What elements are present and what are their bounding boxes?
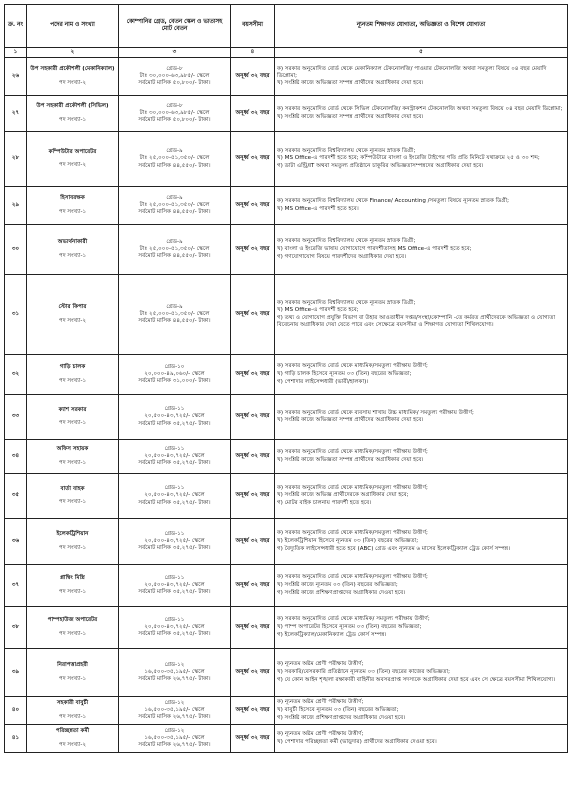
- grade-label: গ্রেড-৯: [166, 303, 183, 310]
- grade-label: গ্রেড-৯: [166, 238, 183, 245]
- grade-label: গ্রেড-৯: [166, 194, 183, 201]
- age-limit: অনূর্ধ্ব ৩২ বছর: [231, 440, 275, 474]
- requirement-item: ক) সরকার অনুমোদিত বোর্ড থেকে মাধ্যমিক/সমতুল্য পরীক্ষায় উত্তীর্ণ;: [277, 363, 428, 370]
- total-salary: সর্বমোট মাসিক ৩৫,২৭৫/- টাকা।: [138, 631, 211, 638]
- post-name: ক্যাশ সরকার: [58, 406, 87, 413]
- requirement-item: গ) মোটর বাইক চালনায় পারদর্শী হতে হবে।: [277, 500, 372, 507]
- salary-cell: [119, 649, 231, 697]
- salary-cell: [119, 275, 231, 355]
- post-count: পদ সংখ্যা-১: [58, 588, 87, 595]
- age-limit: অনূর্ধ্ব ৩২ বছর: [231, 187, 275, 225]
- salary-cell: [119, 225, 231, 275]
- post-cell: [27, 225, 119, 275]
- post-count: পদ সংখ্যা-২: [58, 741, 87, 748]
- requirements-cell: [275, 725, 568, 753]
- table-row: [5, 132, 568, 187]
- post-name: স্টোর কিপার: [58, 304, 87, 311]
- table-row: [5, 725, 568, 753]
- requirement-item: ক) ন্যূনতম অষ্টম শ্রেণী পরীক্ষায় উত্তীর্ণ;: [277, 699, 364, 706]
- pay-scale: ২০,৫০০-৪৩,৭২৫/- স্কেলে: [144, 581, 205, 588]
- total-salary: সর্বমোট মাসিক ৫০,৮০০/- টাকা।: [138, 80, 211, 87]
- header-row: [5, 5, 568, 48]
- serial-number: ৩৬: [5, 519, 27, 565]
- table-row: [5, 474, 568, 519]
- pay-scale: ২০,৫০০-৪৩,৭২৫/- স্কেলে: [144, 537, 205, 544]
- grade-label: গ্রেড-৮: [166, 65, 183, 72]
- salary-cell: [119, 58, 231, 96]
- salary-cell: [119, 132, 231, 187]
- requirements-cell: [275, 275, 568, 355]
- pay-scale: ২০,৫০০-৪৩,৭২৫/- স্কেলে: [144, 623, 205, 630]
- post-count: পদ সংখ্যা-২: [58, 162, 87, 168]
- salary-cell: [119, 96, 231, 132]
- column-number-row: [5, 48, 568, 58]
- requirement-item: ক) সরকার অনুমোদিত বিশ্ববিদ্যালয় থেকে ন্যূনতম স্নাতক ডিগ্রী;: [277, 147, 416, 154]
- requirements-cell: [275, 565, 568, 607]
- age-limit: অনূর্ধ্ব ৩২ বছর: [231, 607, 275, 649]
- salary-cell: [119, 607, 231, 649]
- serial-number: ৩৩: [5, 395, 27, 440]
- requirement-item: গ) গণযোগাযোগ বিষয়ে পারদর্শীদের অগ্রাধিকার দেয়া হবে।: [277, 253, 407, 260]
- post-cell: [27, 725, 119, 753]
- column-number: ৪: [231, 48, 275, 58]
- post-cell: [27, 565, 119, 607]
- requirements-cell: [275, 395, 568, 440]
- age-limit: অনূর্ধ্ব ৩২ বছর: [231, 58, 275, 96]
- salary-cell: [119, 725, 231, 753]
- post-name: পরিচ্ছন্নতা কর্মী: [55, 728, 90, 735]
- age-limit: অনূর্ধ্ব ৩২ বছর: [231, 225, 275, 275]
- grade-label: গ্রেড-১১: [164, 406, 185, 413]
- serial-number: ৩১: [5, 275, 27, 355]
- post-cell: [27, 649, 119, 697]
- serial-number: ২৮: [5, 132, 27, 187]
- post-count: পদ সংখ্যা-১: [58, 630, 87, 637]
- serial-number: ৩৭: [5, 565, 27, 607]
- requirement-item: খ) বাবুর্চী হিসেবে ন্যূনতম ০৩ (তিন) বছরের অভিজ্ঞতা;: [277, 706, 399, 713]
- pay-scale: ২০,৫০০-৪৩,৭২৫/- স্কেলে: [144, 452, 205, 459]
- age-limit: অনূর্ধ্ব ৩২ বছর: [231, 697, 275, 725]
- grade-label: গ্রেড-১১: [164, 530, 185, 537]
- requirement-item: খ) পাম্প অপারেটর হিসেবে ন্যূনতম ০৩ (তিন) বছরের অভিজ্ঞতা;: [277, 623, 422, 630]
- requirement-item: গ) ডাটা এন্ট্রি/IT অথবা সমতুল্য প্রতিষ্ঠানে চাকুরির অভিজ্ঞতাসম্পন্নদের অগ্রাধিকার দেয়া হবে।: [277, 163, 484, 170]
- total-salary: সর্বমোট মাসিক ৩৫,২৭৫/- টাকা।: [138, 545, 211, 552]
- requirements-cell: [275, 519, 568, 565]
- grade-label: গ্রেড-১২: [164, 661, 185, 668]
- requirement-item: গ) সংশ্লিষ্ট কাজে প্রশিক্ষণপ্রাপ্তদের অগ্রাধিকার দেওয়া হবে।: [277, 589, 406, 596]
- post-name: ইলেকট্রিশিয়ান: [56, 531, 89, 538]
- salary-cell: [119, 440, 231, 474]
- requirements-cell: [275, 225, 568, 275]
- grade-label: গ্রেড-৯: [166, 148, 183, 155]
- post-name: গাড়ি চালক: [59, 364, 86, 371]
- table-row: [5, 697, 568, 725]
- requirement-item: খ) সংশ্লিষ্ট কাজে অভিজ্ঞতা সম্পন্ন প্রার্থীদের অগ্রাধিকার দেয়া হবে।: [277, 417, 424, 424]
- age-limit: অনূর্ধ্ব ৩২ বছর: [231, 649, 275, 697]
- requirement-item: খ) গাড়ি চালক হিসেবে ন্যূনতম ০৩ (তিন) বছরের অভিজ্ঞতা;: [277, 370, 412, 377]
- post-cell: [27, 132, 119, 187]
- post-name: সহকারী বাবুর্চী: [56, 700, 89, 707]
- total-salary: সর্বমোট মাসিক ২৬,৭৭৫/- টাকা।: [138, 676, 211, 683]
- post-cell: [27, 355, 119, 395]
- document-page: [4, 4, 567, 796]
- requirement-item: খ) MS Office-এ পারদর্শী হতে হবে; কম্পিউটারে বাংলা ও ইংরেজি টাইপের গতি প্রতি মিনিটে যথাক্রমে ২৫ ও ৩০ শব্দ;: [277, 155, 540, 162]
- salary-cell: [119, 474, 231, 519]
- header-requirements: ন্যূনতম শিক্ষাগত যোগ্যতা, অভিজ্ঞতা ও বিশেষ যোগ্যতা: [275, 5, 568, 48]
- salary-cell: [119, 697, 231, 725]
- post-cell: [27, 519, 119, 565]
- requirement-item: গ) তথ্য ও যোগাযোগ প্রযুক্তি বিভাগ বা উহার আওতাধীন দপ্তর/সংস্থা/কোম্পানি -তে কর্মরত প্রার্থীদেরকে অভিজ্ঞতা ও যোগ্যতা বিবেচনায় অগ্রাধিকার দেয়া যেতে পারে এবং সেক্ষেত্রে বয়সসীমা ও শিক্ষাগত যোগ্যতা শিথিলযোগ্য।: [277, 315, 556, 329]
- requirement-item: খ) সংশ্লিষ্ট কাজে অভিজ্ঞতা সম্পন্ন প্রার্থীদের অগ্রাধিকার দেয়া হবে।: [277, 113, 424, 120]
- post-cell: [27, 440, 119, 474]
- post-name: অভ্যর্থনাকারী: [57, 239, 88, 246]
- post-cell: [27, 395, 119, 440]
- requirement-item: ক) সরকার অনুমোদিত বোর্ড থেকে মাধ্যমিক/সমতুল্য পরীক্ষায় উত্তীর্ণ;: [277, 574, 428, 581]
- pay-scale: টাঃ ২৫,০০০-৫১,৩৫০/- স্কেলে: [139, 155, 210, 162]
- requirements-cell: [275, 58, 568, 96]
- serial-number: ২৭: [5, 96, 27, 132]
- post-count: পদ সংখ্যা-১: [58, 116, 87, 123]
- post-count: পদ সংখ্যা-১: [58, 420, 87, 426]
- serial-number: ৪০: [5, 697, 27, 725]
- table-row: [5, 649, 568, 697]
- serial-number: ২৬: [5, 58, 27, 96]
- table-row: [5, 225, 568, 275]
- requirement-item: ক) সরকার অনুমোদিত বোর্ড থেকে মাধ্যমিক/ সমতুল্য পরীক্ষায় উত্তীর্ণ;: [277, 616, 430, 623]
- post-count: পদ সংখ্যা-২: [58, 317, 87, 324]
- requirement-item: ক) ন্যূনতম অষ্টম শ্রেণী পরীক্ষায় উত্তীর্ণ;: [277, 661, 364, 668]
- post-count: পদ সংখ্যা-১: [58, 377, 87, 384]
- table-row: [5, 355, 568, 395]
- post-cell: [27, 58, 119, 96]
- requirements-cell: [275, 355, 568, 395]
- serial-number: ৩৫: [5, 474, 27, 519]
- table-row: [5, 607, 568, 649]
- column-number: ১: [5, 48, 27, 58]
- table-row: [5, 519, 568, 565]
- pay-scale: ১৬,৫০০-৩৫,১৯৫/- স্কেলে: [144, 706, 205, 713]
- post-name: অফিস সহায়ক: [56, 446, 89, 453]
- age-limit: অনূর্ধ্ব ৩২ বছর: [231, 275, 275, 355]
- salary-cell: [119, 519, 231, 565]
- pay-scale: ২০,০০০-৪৯,০৬০/- স্কেলে: [144, 370, 205, 377]
- requirements-cell: [275, 187, 568, 225]
- requirement-item: গ) সংশ্লিষ্ট কাজে প্রশিক্ষণপ্রাপ্তদের অগ্রাধিকার দেওয়া হবে।: [277, 714, 406, 721]
- column-number: ৩: [119, 48, 231, 58]
- grade-label: গ্রেড-১২: [164, 699, 185, 706]
- salary-cell: [119, 355, 231, 395]
- post-count: পদ সংখ্যা-২: [58, 79, 87, 86]
- serial-number: ৩২: [5, 355, 27, 395]
- age-limit: অনূর্ধ্ব ৩২ বছর: [231, 96, 275, 132]
- requirement-item: ক) সরকার অনুমোদিত বোর্ড থেকে মাধ্যমিক/সমতুল্য পরীক্ষায় উত্তীর্ণ;: [277, 530, 428, 537]
- age-limit: অনূর্ধ্ব ৩২ বছর: [231, 132, 275, 187]
- post-count: পদ সংখ্যা-১: [58, 544, 87, 551]
- age-limit: অনূর্ধ্ব ৩২ বছর: [231, 725, 275, 753]
- post-name: পাম্পহাউজ অপারেটর: [47, 617, 98, 624]
- grade-label: গ্রেড-১০: [164, 363, 185, 370]
- header-post: পদের নাম ও সংখ্যা: [27, 5, 119, 48]
- post-name: উপ সহকারী প্রকৌশলী (সিভিল): [36, 103, 109, 110]
- pay-scale: ২০,৫০০-৪৩,৭২৫/- স্কেলে: [144, 492, 205, 499]
- requirement-item: ক) সরকার অনুমোদিত বিশ্ববিদ্যালয় থেকে ন্যূনতম স্নাতক ডিগ্রী;: [277, 238, 416, 245]
- requirements-cell: [275, 96, 568, 132]
- serial-number: ২৯: [5, 187, 27, 225]
- post-cell: [27, 187, 119, 225]
- requirement-item: ক) সরকার অনুমোদিত বোর্ড থেকে ব্যবসায় শাখায় উচ্চ মাধ্যমিক/ সমতুল্য পরীক্ষায় উত্তীর্ণ;: [277, 409, 474, 416]
- post-name: নিরাপত্তাপ্রহরী: [57, 662, 88, 669]
- column-number: ২: [27, 48, 119, 58]
- requirement-item: খ) পেশাদার পরিচ্ছন্নতা কর্মী (ভাড়ুদার) প্রার্থীদের অগ্রাধিকার দেওয়া হবে।: [277, 738, 437, 745]
- requirement-item: ক) সরকার অনুমোদিত বোর্ড থেকে সিভিল টেকনোলজি/ কনস্ট্রাকশন টেকনোলজি অথবা সমতুল্য বিষয়ে ০৪ বছর মেয়াদি ডিপ্লোমা;: [277, 106, 563, 113]
- table-row: [5, 395, 568, 440]
- post-cell: [27, 474, 119, 519]
- requirements-cell: [275, 474, 568, 519]
- requirement-item: ক) ন্যূনতম অষ্টম শ্রেণী পরীক্ষায় উত্তীর্ণ;: [277, 731, 364, 738]
- requirements-cell: [275, 697, 568, 725]
- post-name: উপ সহকারী প্রকৌশলী (মেকানিক্যাল): [30, 66, 115, 73]
- requirement-item: খ) সরকারি/বেসরকারি প্রতিষ্ঠানে ন্যূনতম ০৩ (তিন) বছরের কাজের অভিজ্ঞতা;: [277, 668, 450, 675]
- age-limit: অনূর্ধ্ব ৩২ বছর: [231, 395, 275, 440]
- requirement-item: খ) MS Office-এ পারদর্শী হতে হবে;: [277, 307, 359, 314]
- serial-number: ৪১: [5, 725, 27, 753]
- table-row: [5, 58, 568, 96]
- requirement-item: খ) ইলেকট্রিশিয়ান হিসেবে ন্যূনতম ০৩ (তিন) বছরের অভিজ্ঞতা;: [277, 537, 419, 544]
- requirement-item: ক) সরকার অনুমোদিত বোর্ড থেকে মেকানিক্যাল টেকনোলজি/ পাওয়ার টেকনোলজি অথবা সমতুল্য বিষয়ে ০৪ বছর মেয়াদি ডিপ্লোমা;: [277, 65, 547, 79]
- salary-cell: [119, 565, 231, 607]
- total-salary: সর্বমোট মাসিক ২৬,৭৭৫/- টাকা।: [138, 742, 211, 749]
- recruitment-table: [4, 4, 568, 753]
- requirement-item: গ) পেশাদার লাইসেন্সধারী (ভারী/হালকা)।: [277, 378, 369, 385]
- requirement-item: খ) MS Office-এ পারদর্শী হতে হবে।: [277, 205, 359, 212]
- serial-number: ৩৪: [5, 440, 27, 474]
- requirements-cell: [275, 440, 568, 474]
- total-salary: সর্বমোট মাসিক ৪৪,৫৫০/- টাকা।: [138, 162, 211, 169]
- pay-scale: টাঃ ৩০,০০০-৬৩,৯৮৫/- স্কেলে: [139, 109, 210, 116]
- pay-scale: ২০,৫০০-৪৩,৭২৫/- স্কেলে: [144, 413, 205, 420]
- requirement-item: ক) সরকার অনুমোদিত বোর্ড থেকে মাধ্যমিক/সমতুল্য পরীক্ষায় উত্তীর্ণ;: [277, 484, 428, 491]
- post-count: পদ সংখ্যা-১: [58, 675, 87, 682]
- grade-label: গ্রেড-১১: [164, 616, 185, 623]
- grade-label: গ্রেড-৮: [166, 102, 183, 109]
- post-cell: [27, 697, 119, 725]
- header-grade: কোম্পানির গ্রেড, বেতন স্কেল ও ভাতাসহ মোট বেতন: [119, 5, 231, 48]
- total-salary: সর্বমোট মাসিক ৩৫,২৭৫/- টাকা।: [138, 420, 211, 427]
- total-salary: সর্বমোট মাসিক ৩৫,২৭৫/- টাকা।: [138, 589, 211, 596]
- grade-label: গ্রেড-১২: [164, 727, 185, 734]
- grade-label: গ্রেড-১১: [164, 445, 185, 452]
- total-salary: সর্বমোট মাসিক ২৬,৭৭৫/- টাকা।: [138, 714, 211, 721]
- column-number: ৫: [275, 48, 568, 58]
- pay-scale: টাঃ ২৫,০০০-৫১,৩৫০/- স্কেলে: [139, 201, 210, 208]
- post-name: প্লাম্বিং মিস্ত্রি: [60, 575, 85, 582]
- table-row: [5, 565, 568, 607]
- post-count: পদ সংখ্যা-১: [58, 208, 87, 215]
- requirements-cell: [275, 132, 568, 187]
- post-cell: [27, 607, 119, 649]
- requirement-item: ক) সরকার অনুমোদিত বোর্ড থেকে মাধ্যমিক/সমতুল্য পরীক্ষায় উত্তীর্ণ;: [277, 449, 428, 456]
- serial-number: ৩৯: [5, 649, 27, 697]
- post-name: কম্পিউটার অপারেটর: [48, 148, 97, 155]
- post-name: হিসাবরক্ষক: [60, 195, 85, 202]
- total-salary: সর্বমোট মাসিক ৪৪,৫৫০/- টাকা।: [138, 253, 211, 260]
- requirement-item: ক) সরকার অনুমোদিত বিশ্ববিদ্যালয় থেকে ন্যূনতম স্নাতক ডিগ্রী;: [277, 299, 416, 306]
- post-name: বার্তা বাহক: [60, 485, 85, 492]
- pay-scale: ১৬,৫০০-৩৫,১৯৫/- স্কেলে: [144, 734, 205, 741]
- age-limit: অনূর্ধ্ব ৩২ বছর: [231, 565, 275, 607]
- post-count: পদ সংখ্যা-১: [58, 499, 87, 505]
- post-count: পদ সংখ্যা-১: [58, 459, 87, 466]
- total-salary: সর্বমোট মাসিক ৩৫,২৭৫/- টাকা।: [138, 460, 211, 467]
- table-row: [5, 440, 568, 474]
- requirement-item: গ) ইলেকট্রিক্যাল/মেকানিক্যাল ট্রেড কোর্স সম্পন্ন।: [277, 631, 387, 638]
- requirement-item: ক) সরকার অনুমোদিত বিশ্ববিদ্যালয় থেকে Finance/ Accounting /সমতুল্য বিষয়ে ন্যূনতম স্নাতক ডিগ্রী;: [277, 198, 510, 205]
- serial-number: ৩৮: [5, 607, 27, 649]
- table-row: [5, 96, 568, 132]
- requirement-item: গ) যে কোন আইন শৃঙ্খলা রক্ষাকারী বাহিনীর অবসরপ্রাপ্ত সদস্যকে অগ্রাধিকার দেয়া হবে এবং সে ক্ষেত্রে বয়সসীমা শিথিলযোগ্য।: [277, 676, 556, 683]
- requirement-item: খ) বাংলা ও ইংরেজি ভাষায় যোগাযোগে পারদর্শীতাসহ MS Office-এ পারদর্শী হতে হবে;: [277, 245, 472, 252]
- requirement-item: খ) সংশ্লিষ্ট কাজে অভিজ্ঞতা সম্পন্ন প্রার্থীদের অগ্রাধিকার দেয়া হবে।: [277, 456, 424, 463]
- post-count: পদ সংখ্যা-১: [58, 713, 87, 720]
- total-salary: সর্বমোট মাসিক ৪৪,৫৫০/- টাকা।: [138, 209, 211, 216]
- pay-scale: টাঃ ৩০,০০০-৬৩,৯৮৫/- স্কেলে: [139, 72, 210, 79]
- total-salary: সর্বমোট মাসিক ৫০,৮০০/- টাকা।: [138, 117, 211, 124]
- requirement-item: খ) সংশ্লিষ্ট কাজে অভিজ্ঞ প্রার্থীদেরকে অগ্রাধিকার দেয়া হবে;: [277, 492, 409, 499]
- requirement-item: গ) বৈদ্যুতিক লাইসেন্সধারী হতে হবে (ABC) গ্রেড এবং ন্যূনতম ৬ মাসের ইলেকট্রিক্যাল ট্রেড কোর্স সম্পন্ন।: [277, 545, 511, 552]
- salary-cell: [119, 187, 231, 225]
- requirements-cell: [275, 607, 568, 649]
- age-limit: অনূর্ধ্ব ৩২ বছর: [231, 355, 275, 395]
- grade-label: গ্রেড-১১: [164, 485, 185, 492]
- serial-number: ৩০: [5, 225, 27, 275]
- age-limit: অনূর্ধ্ব ৩২ বছর: [231, 474, 275, 519]
- post-cell: [27, 96, 119, 132]
- pay-scale: টাঃ ২৫,০০০-৫১,৩৫০/- স্কেলে: [139, 245, 210, 252]
- total-salary: সর্বমোট মাসিক ৩১,০০০/- টাকা।: [138, 378, 211, 385]
- post-count: পদ সংখ্যা-১: [58, 252, 87, 259]
- header-serial: ক্র. নং: [5, 5, 27, 48]
- pay-scale: ১৬,৫০০-৩৫,১৯৫/- স্কেলে: [144, 668, 205, 675]
- header-age: বয়সসীমা: [231, 5, 275, 48]
- table-row: [5, 275, 568, 355]
- post-cell: [27, 275, 119, 355]
- requirements-cell: [275, 649, 568, 697]
- age-limit: অনূর্ধ্ব ৩২ বছর: [231, 519, 275, 565]
- requirement-item: খ) সংশ্লিষ্ট কাজে ন্যূনতম ০৩ (তিন) বছরের অভিজ্ঞতা;: [277, 581, 398, 588]
- grade-label: গ্রেড-১১: [164, 574, 185, 581]
- requirement-item: খ) সংশ্লিষ্ট কাজে অভিজ্ঞতা সম্পন্ন প্রার্থীদের অগ্রাধিকার দেয়া হবে।: [277, 80, 424, 87]
- pay-scale: টাঃ ২৫,০০০-৫১,৩৫০/- স্কেলে: [139, 310, 210, 317]
- total-salary: সর্বমোট মাসিক ৪৪,৫৫০/- টাকা।: [138, 318, 211, 325]
- table-row: [5, 187, 568, 225]
- salary-cell: [119, 395, 231, 440]
- total-salary: সর্বমোট মাসিক ৩৫,২৭৫/- টাকা।: [138, 499, 211, 506]
